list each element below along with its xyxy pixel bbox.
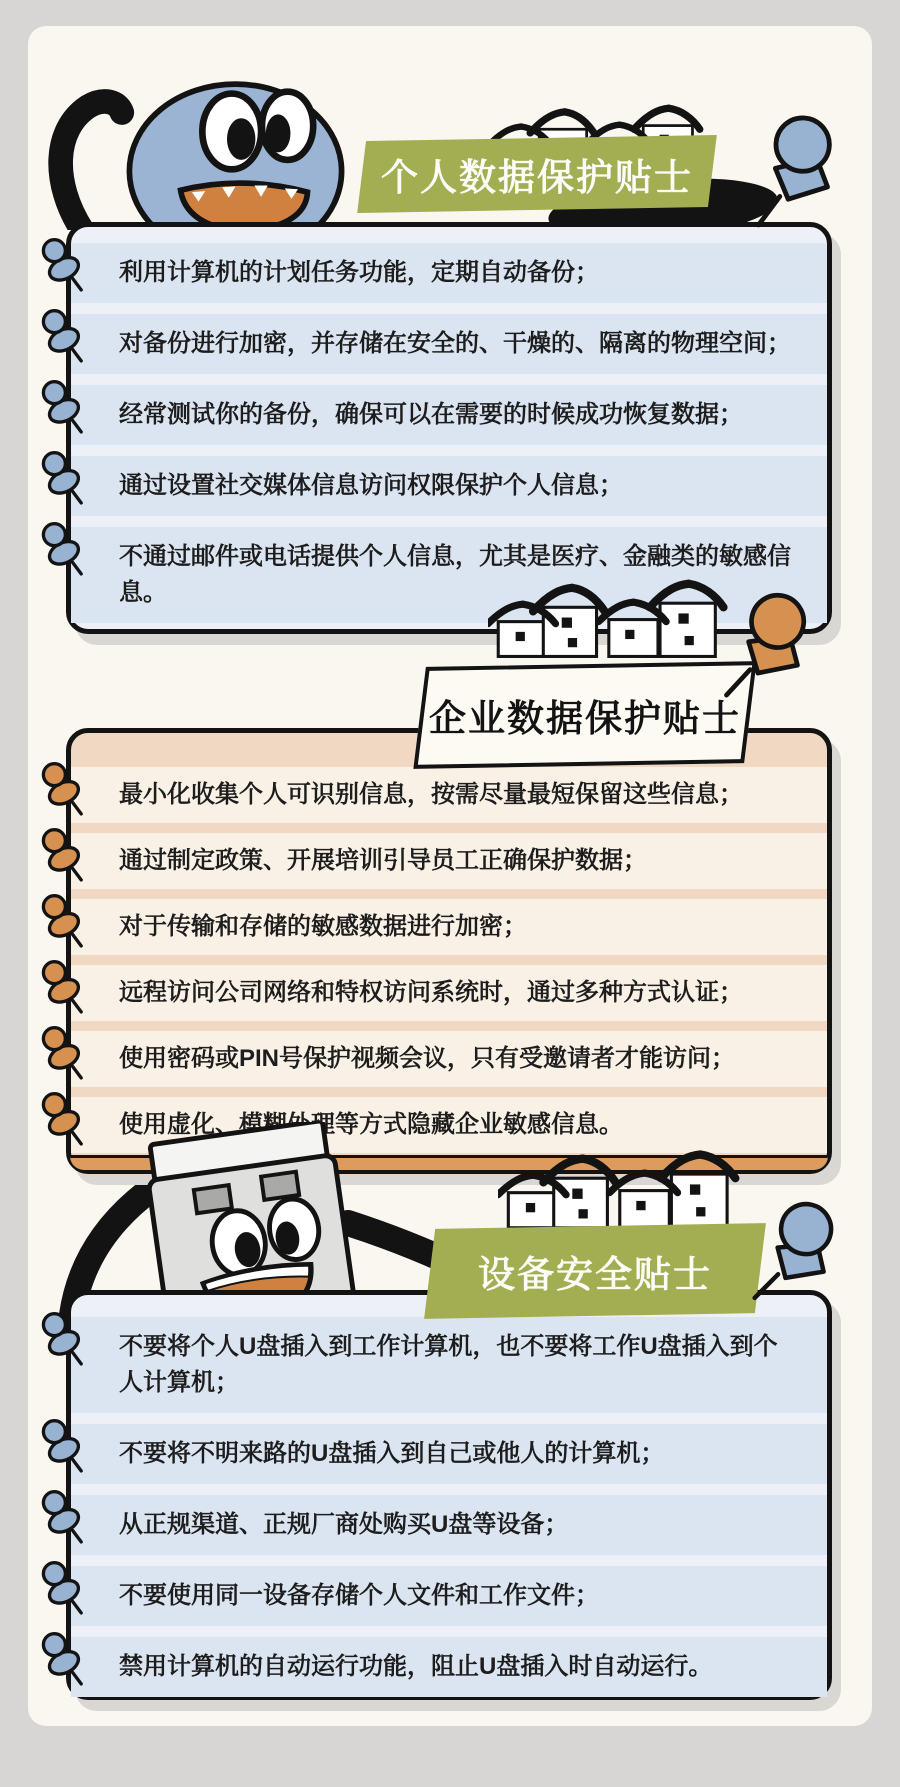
section-title: 设备安全贴士 (478, 1254, 712, 1295)
tip-text: 禁用计算机的自动运行功能，阻止U盘插入时自动运行。 (119, 1653, 713, 1680)
tip-row (71, 1031, 827, 1087)
pushpin-icon (41, 450, 85, 506)
tip-text: 经常测试你的备份，确保可以在需要的时候成功恢复数据； (119, 401, 743, 428)
tip-text: 远程访问公司网络和特权访问系统时，通过多种方式认证； (119, 979, 743, 1006)
section-banner-enterprise (420, 664, 750, 766)
tip-text: 使用虚化、模糊处理等方式隐藏企业敏感信息。 (119, 1111, 623, 1138)
tip-text: 最小化收集个人可识别信息，按需尽量最短保留这些信息； (119, 781, 743, 808)
pushpin-icon (41, 237, 85, 293)
tip-row (71, 1637, 827, 1697)
tip-text: 通过设置社交媒体信息访问权限保护个人信息； (119, 472, 623, 499)
section-title: 企业数据保护贴士 (429, 698, 741, 739)
tip-row (71, 1495, 827, 1555)
tip-row (71, 385, 827, 445)
tip-row (71, 243, 827, 303)
pushpin-icon (41, 1489, 85, 1545)
tip-text: 不要将个人U盘插入到工作计算机，也不要将工作U盘插入到个人计算机； (119, 1333, 778, 1396)
pushpin-icon (41, 761, 85, 817)
tips-panel-device (66, 1290, 832, 1700)
tip-text: 利用计算机的计划任务功能，定期自动备份； (119, 259, 599, 286)
tip-row (71, 833, 827, 889)
tip-row (71, 314, 827, 374)
tip-text: 不要使用同一设备存储个人文件和工作文件； (119, 1582, 599, 1609)
tip-row (71, 767, 827, 823)
tip-row (71, 965, 827, 1021)
houses-illustration (488, 570, 744, 662)
pushpin-icon (41, 893, 85, 949)
tip-text: 使用密码或PIN号保护视频会议，只有受邀请者才能访问； (119, 1045, 736, 1072)
tip-text: 对于传输和存储的敏感数据进行加密； (119, 913, 527, 940)
houses-illustration (498, 1140, 756, 1234)
pushpin-icon (41, 1631, 85, 1687)
tip-text: 对备份进行加密，并存储在安全的、干燥的、隔离的物理空间； (119, 330, 791, 357)
section-banner-device (430, 1226, 760, 1316)
pushpin-icon (41, 308, 85, 364)
pushpin-icon (41, 959, 85, 1015)
pushpin-icon (41, 1091, 85, 1147)
blob-character (32, 50, 367, 230)
pushpin-icon (41, 1311, 85, 1367)
pushpin-icon (41, 379, 85, 435)
pushpin-icon (41, 1025, 85, 1081)
pushpin-icon (41, 1418, 85, 1474)
tip-row (71, 1424, 827, 1484)
tip-text: 从正规渠道、正规厂商处购买U盘等设备； (119, 1511, 569, 1538)
section-title: 个人数据保护贴士 (381, 157, 693, 198)
tip-row (71, 899, 827, 955)
tips-panel-enterprise (66, 728, 832, 1174)
tip-text: 通过制定政策、开展培训引导员工正确保护数据； (119, 847, 647, 874)
pushpin-icon (741, 109, 846, 243)
tip-text: 不通过邮件或电话提供个人信息，尤其是医疗、金融类的敏感信息。 (119, 543, 791, 606)
pushpin-icon (41, 1560, 85, 1616)
tip-row (71, 1317, 827, 1413)
section-banner-personal (362, 138, 712, 210)
tip-row (71, 1566, 827, 1626)
pushpin-icon (41, 827, 85, 883)
pushpin-icon (41, 521, 85, 577)
tip-text: 不要将不明来路的U盘插入到自己或他人的计算机； (119, 1440, 665, 1467)
tip-row (71, 456, 827, 516)
